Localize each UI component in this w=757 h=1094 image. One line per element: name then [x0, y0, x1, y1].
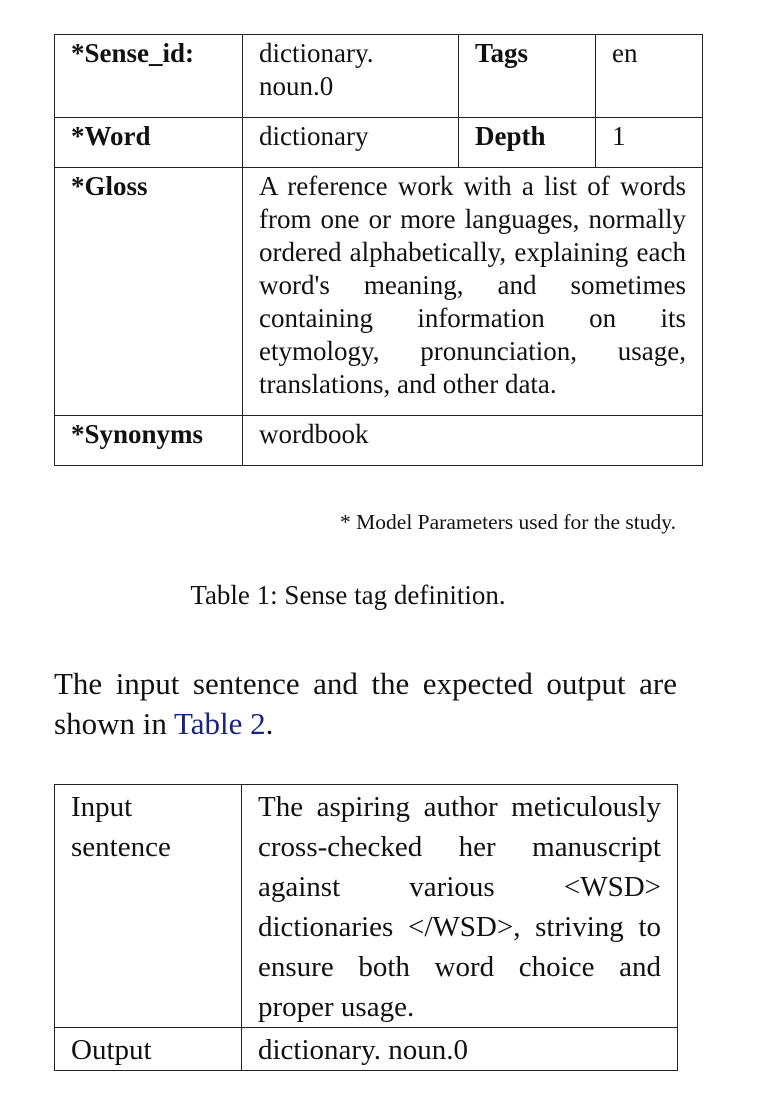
sense-tag-table — [54, 34, 703, 466]
output-value: dictionary. noun.0 — [242, 1028, 678, 1071]
gloss-value: A reference work with a list of words from one or more languages, normally ordered alphabetically, explaining each word's meaning, and sometimes containing information on its etymology, pronunciation, usage, translations, and other data. — [243, 168, 703, 416]
table-row — [55, 416, 703, 466]
table-row — [55, 35, 703, 118]
table-row — [55, 1028, 678, 1071]
table-footnote: * Model Parameters used for the study. — [340, 510, 676, 534]
word-value: dictionary — [243, 118, 459, 168]
word-label: *Word — [55, 118, 243, 168]
synonyms-label: *Synonyms — [55, 416, 243, 466]
table-reference-link[interactable]: Table 2 — [174, 706, 266, 741]
input-label: Input sentence — [55, 785, 242, 1028]
sense-id-value: dictionary. noun.0 — [243, 35, 459, 118]
paragraph-end: . — [265, 706, 274, 741]
table-caption: Table 1: Sense tag definition. — [190, 580, 506, 610]
depth-value: 1 — [596, 118, 703, 168]
body-paragraph — [54, 664, 677, 744]
table-row — [55, 168, 703, 416]
paragraph-text: The input sentence and the expected output are shown in — [54, 666, 677, 741]
sense-id-label: *Sense_id: — [55, 35, 243, 118]
tags-label: Tags — [459, 35, 596, 118]
input-sentence: The aspiring author meticulously cross-checked her manuscript against various <WSD> dictionaries </WSD>, striving to ensure both word choice and proper usage. — [242, 785, 678, 1028]
table-row — [55, 118, 703, 168]
depth-label: Depth — [459, 118, 596, 168]
output-label: Output — [55, 1028, 242, 1071]
tags-value: en — [596, 35, 703, 118]
input-output-table — [54, 784, 678, 1071]
table-row — [55, 785, 678, 1028]
gloss-label: *Gloss — [55, 168, 243, 416]
synonyms-value: wordbook — [243, 416, 703, 466]
